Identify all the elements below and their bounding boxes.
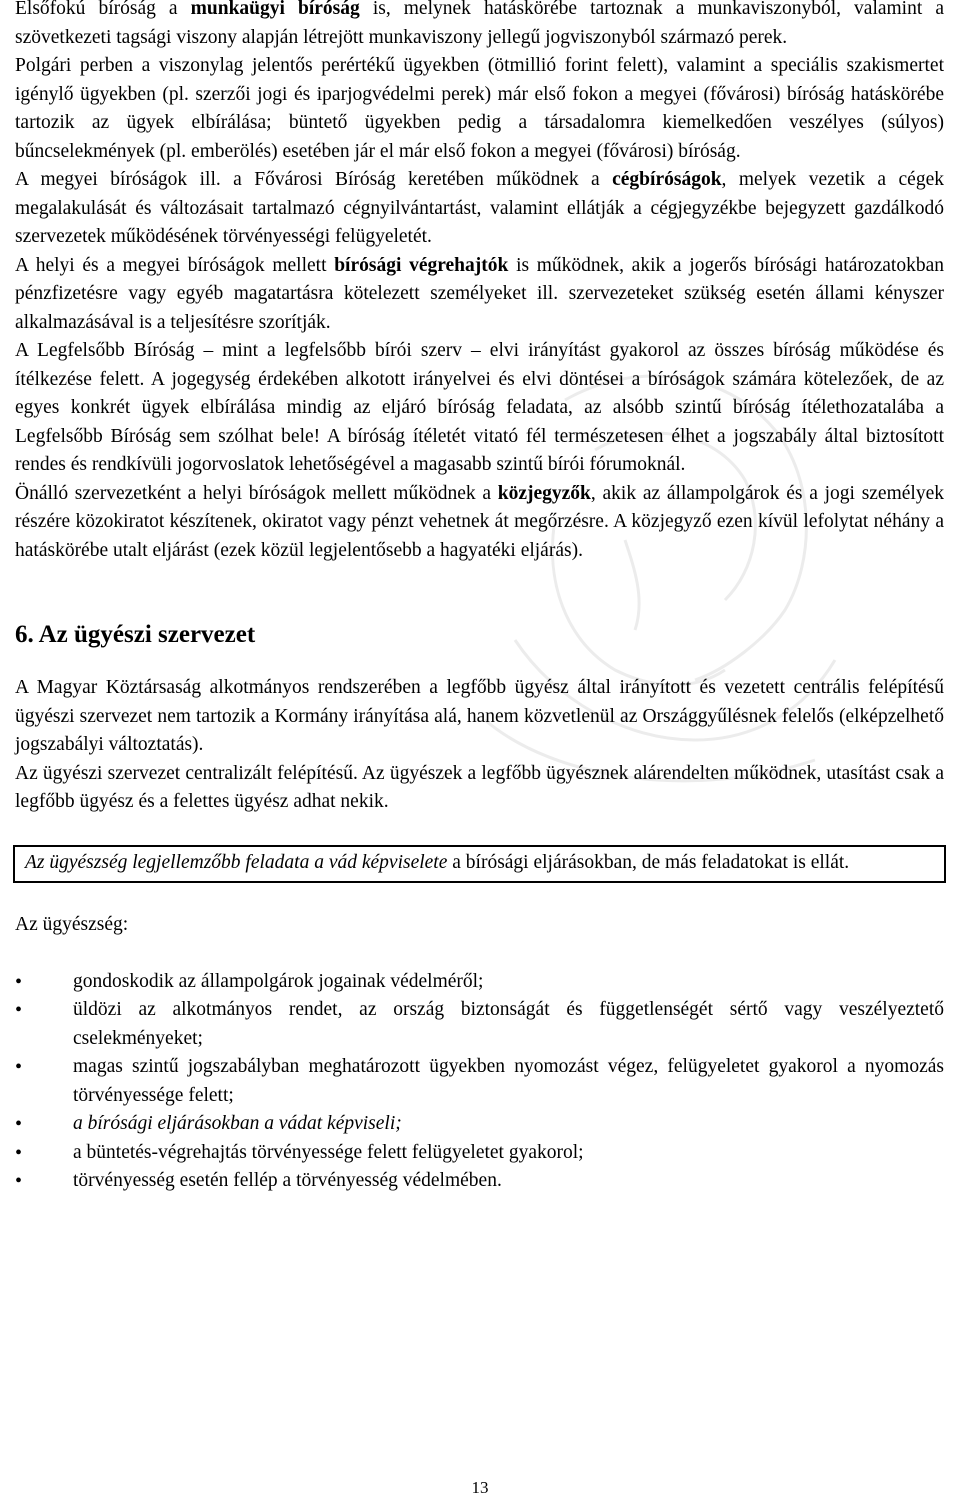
spacer	[15, 940, 944, 968]
text: , akik az állampolgárok és a jogi személyek részére közokiratot készítenek, okiratot vagy pénzt vehetnek át megőrzésre. A közjegyző ezen kívül lefolytat néhány a hatáskörébe utalt eljárást (ezek közül legjelentősebb a hagyatéki eljárás).	[15, 482, 944, 561]
page-content	[15, 0, 944, 1196]
bold-term: bírósági végrehajtók	[334, 254, 509, 276]
spacer	[15, 817, 944, 845]
duties-list	[15, 968, 944, 1196]
text: is működnek, akik a jogerős bírósági határozatokban pénzfizetésre vagy egyéb magatartásra kötelezett személyeket ill. szervezeteket szükség esetén állami kényszer alkalmazásával is a teljesítésre szorítják.	[15, 254, 944, 333]
page-number: 13	[471, 1478, 489, 1497]
text: Önálló szervezetként a helyi bíróságok mellett működnek a	[15, 482, 498, 504]
text: A megyei bíróságok ill. a Fővárosi Bíróság keretében működnek a	[15, 169, 613, 190]
highlight-box	[13, 845, 946, 884]
text: is, melynek hatáskörébe tartoznak a munkaviszonyból, valamint a szövetkezeti tagsági viszony alapján létrejött munkaviszony jellegű jogviszonyból származó perek.	[15, 0, 944, 48]
list-intro: Az ügyészség:	[15, 914, 129, 935]
spacer	[15, 652, 944, 674]
text: a bírósági eljárásokban, de más feladatokat is ellát.	[447, 851, 850, 873]
paragraph-legfelsobb: A Legfelsőbb Bíróság – mint a legfelsőbb bírói szerv – elvi irányítást gyakorol az összes bíróság működése és ítélkezése felett. A jogegység érdekében alkotott irányelvei és elvi döntései a bíróságok számára kötelezőek, de az egyes konkrét ügyek elbírálása mindig az eljáró bíróság feladata, az alsóbb szintű bíróság ítélethozatalába a Legfelsőbb Bíróság sem szólhat bele! A bíróság ítéletét vitató fél természetesen élhet a jogszabály által biztosított rendes és rendkívüli jogorvoslatok lehetőségével a magasabb szintű bírói fórumoknál.	[15, 340, 944, 475]
text: A helyi és a megyei bíróságok mellett	[15, 254, 335, 276]
paragraph-munkaugyi	[15, 0, 944, 52]
spacer	[15, 883, 944, 911]
italic-text: Az ügyészség legjellemzőbb feladata a vád képviselete	[25, 851, 448, 873]
text: , melyek vezetik a cégek megalakulását és változásait tartalmazó cégnyilvántartást, valamint ellátják a cégjegyzékbe bejegyzett gazdálkodó szervezetek működésének törvényességi felügyeletét.	[15, 169, 944, 247]
list-item: • magas szintű jogszabályban meghatározott ügyekben nyomozást végez, felügyeletet gyakorol a nyomozás törvényessége felett;	[15, 1053, 944, 1110]
spacer	[15, 565, 944, 617]
paragraph-ugyeszi: A Magyar Köztársaság alkotmányos rendszerében a legfőbb ügyész által irányított és vezetett centrális felépítésű ügyészi szervezet nem tartozik a Kormány irányítása alá, hanem közvetlenül az Országgyűlésnek felelős (elképzelhető jogszabályi változtatás).	[15, 677, 944, 755]
section-heading: 6. Az ügyészi szervezet	[15, 621, 256, 648]
text: Elsőfokú bíróság a	[15, 0, 191, 19]
list-item: • üldözi az alkotmányos rendet, az ország biztonságát és függetlenségét sértő vagy veszélyeztető cselekményeket;	[15, 996, 944, 1053]
paragraph-cegbirosag	[15, 166, 944, 252]
bold-term: cégbíróságok	[612, 169, 722, 190]
paragraph-polgari: Polgári perben a viszonylag jelentős perértékű ügyekben (ötmillió forint felett), valamint a speciális szakismertet igénylő ügyekben (pl. szerzői jogi és iparjogvédelmi perek) már első fokon a megyei (fővárosi) bíróság hatáskörébe tartozik az ügyek elbírálása; büntető ügyekben pedig a társadalomra kiemelkedően veszélyes (súlyos) bűncselekmények (pl. emberölés) esetében jár el már első fokon a megyei (fővárosi) bíróság.	[15, 55, 944, 162]
list-item	[15, 1110, 944, 1139]
paragraph-kozjegyzo	[15, 480, 944, 566]
paragraph-centralizalt: Az ügyészi szervezet centralizált felépítésű. Az ügyészek a legfőbb ügyésznek alárendelten működnek, utasítást csak a legfőbb ügyész és a felettes ügyész adhat nekik.	[15, 762, 944, 812]
italic-text: a bírósági eljárásokban a vádat képviseli;	[73, 1113, 402, 1134]
list-item: • törvényesség esetén fellép a törvényesség védelmében.	[15, 1167, 944, 1196]
bold-term: közjegyzők	[497, 482, 591, 504]
list-item: • a büntetés-végrehajtás törvényessége felett felügyeletet gyakorol;	[15, 1139, 944, 1168]
list-item: • gondoskodik az állampolgárok jogainak védelméről;	[15, 968, 944, 997]
paragraph-vegrehajto	[15, 252, 944, 338]
bold-term: munkaügyi bíróság	[190, 0, 360, 19]
